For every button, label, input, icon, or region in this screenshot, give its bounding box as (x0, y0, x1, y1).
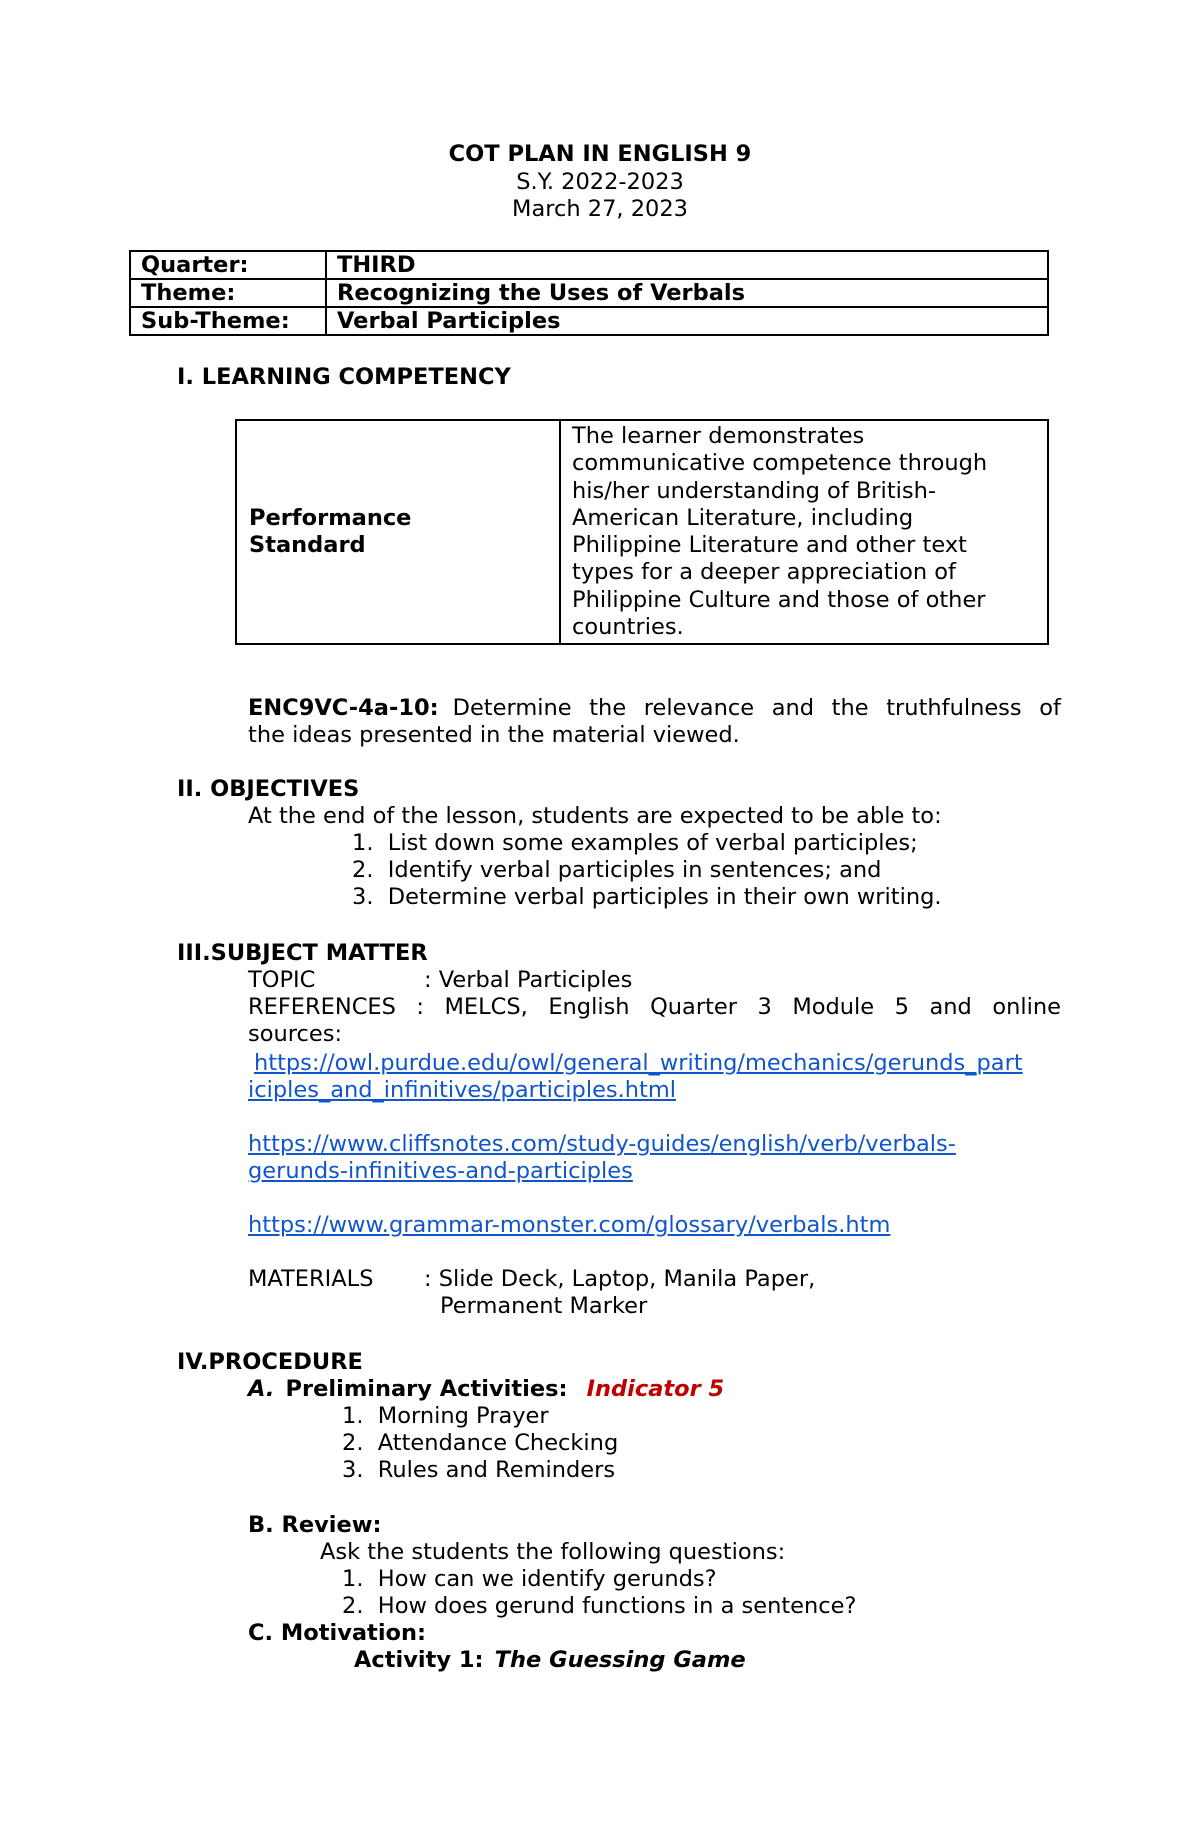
list-item: 1. Morning Prayer (342, 1403, 549, 1429)
theme-value: Recognizing the Uses of Verbals (326, 279, 1048, 307)
performance-standard-table (235, 419, 1049, 645)
list-item: 3. Determine verbal participles in their own writing. (352, 884, 942, 910)
school-year: S.Y. 2022-2023 (516, 169, 684, 195)
table-row (236, 420, 1048, 644)
motivation-heading: C. Motivation: (248, 1620, 427, 1646)
section-objectives-heading: II. OBJECTIVES (177, 776, 360, 802)
list-item: 2. How does gerund functions in a sentence? (342, 1593, 857, 1619)
subtheme-label: Sub-Theme: (130, 307, 326, 335)
subtheme-value: Verbal Participles (326, 307, 1048, 335)
materials-value: : Slide Deck, Laptop, Manila Paper, (424, 1266, 816, 1292)
references-line2: sources: (248, 1021, 343, 1047)
list-item: 3. Rules and Reminders (342, 1457, 616, 1483)
reference-link-purdue-cont[interactable]: iciples_and_infinitives/participles.html (248, 1077, 677, 1103)
competency-text-line1: Determine the relevance and the truthfulness of (452, 695, 1061, 721)
performance-standard-text: The learner demonstrates communicative competence through his/her understanding of British- American Literature, including Philippine Literature and other text types for a deeper appreciation of Philippine Culture and those of other countries. (560, 420, 1048, 644)
indicator-label: Indicator 5 (586, 1376, 725, 1402)
reference-link-cliffsnotes-cont[interactable]: gerunds-infinitives-and-participles (248, 1158, 633, 1184)
topic-value: : Verbal Participles (424, 967, 633, 993)
competency-code: ENC9VC-4a-10: (248, 695, 439, 721)
materials-value-cont: Permanent Marker (440, 1293, 648, 1319)
list-item: 1. How can we identify gerunds? (342, 1566, 717, 1592)
table-row (130, 251, 1048, 279)
topic-label: TOPIC (248, 967, 316, 993)
reference-link-purdue[interactable]: https://owl.purdue.edu/owl/general_writing/mechanics/gerunds_part (254, 1050, 1023, 1076)
preliminary-activities-heading: A. Preliminary Activities: Indicator 5 (248, 1376, 725, 1402)
reference-link-cliffsnotes[interactable]: https://www.cliffsnotes.com/study-guides/english/verb/verbals- (248, 1131, 956, 1157)
reference-link-grammar-monster[interactable]: https://www.grammar-monster.com/glossary/verbals.htm (248, 1212, 891, 1238)
review-intro: Ask the students the following questions: (320, 1539, 786, 1565)
list-item: 2. Attendance Checking (342, 1430, 619, 1456)
table-row (130, 279, 1048, 307)
competency-text-line2: the ideas presented in the material viewed. (248, 722, 740, 748)
competency-code-paragraph (248, 695, 1061, 749)
quarter-label: Quarter: (130, 251, 326, 279)
performance-standard-label: Performance Standard (236, 420, 560, 644)
section-procedure-heading: IV.PROCEDURE (177, 1349, 363, 1375)
quarter-value: THIRD (326, 251, 1048, 279)
document-date: March 27, 2023 (512, 196, 688, 222)
materials-label: MATERIALS (248, 1266, 374, 1292)
list-item: 1. List down some examples of verbal participles; (352, 830, 918, 856)
references-line1: REFERENCES : MELCS, English Quarter 3 Module 5 and online (248, 994, 1061, 1020)
table-row (130, 307, 1048, 335)
section-subject-matter-heading: III.SUBJECT MATTER (177, 940, 428, 966)
activity-title: Activity 1: The Guessing Game (354, 1647, 746, 1673)
review-heading: B. Review: (248, 1512, 382, 1538)
info-table (129, 250, 1049, 336)
theme-label: Theme: (130, 279, 326, 307)
objectives-intro: At the end of the lesson, students are expected to be able to: (248, 803, 942, 829)
references-paragraph (248, 994, 1061, 1048)
section-learning-competency-heading: I. LEARNING COMPETENCY (177, 364, 511, 390)
document-title: COT PLAN IN ENGLISH 9 (448, 141, 752, 167)
list-item: 2. Identify verbal participles in sentences; and (352, 857, 882, 883)
